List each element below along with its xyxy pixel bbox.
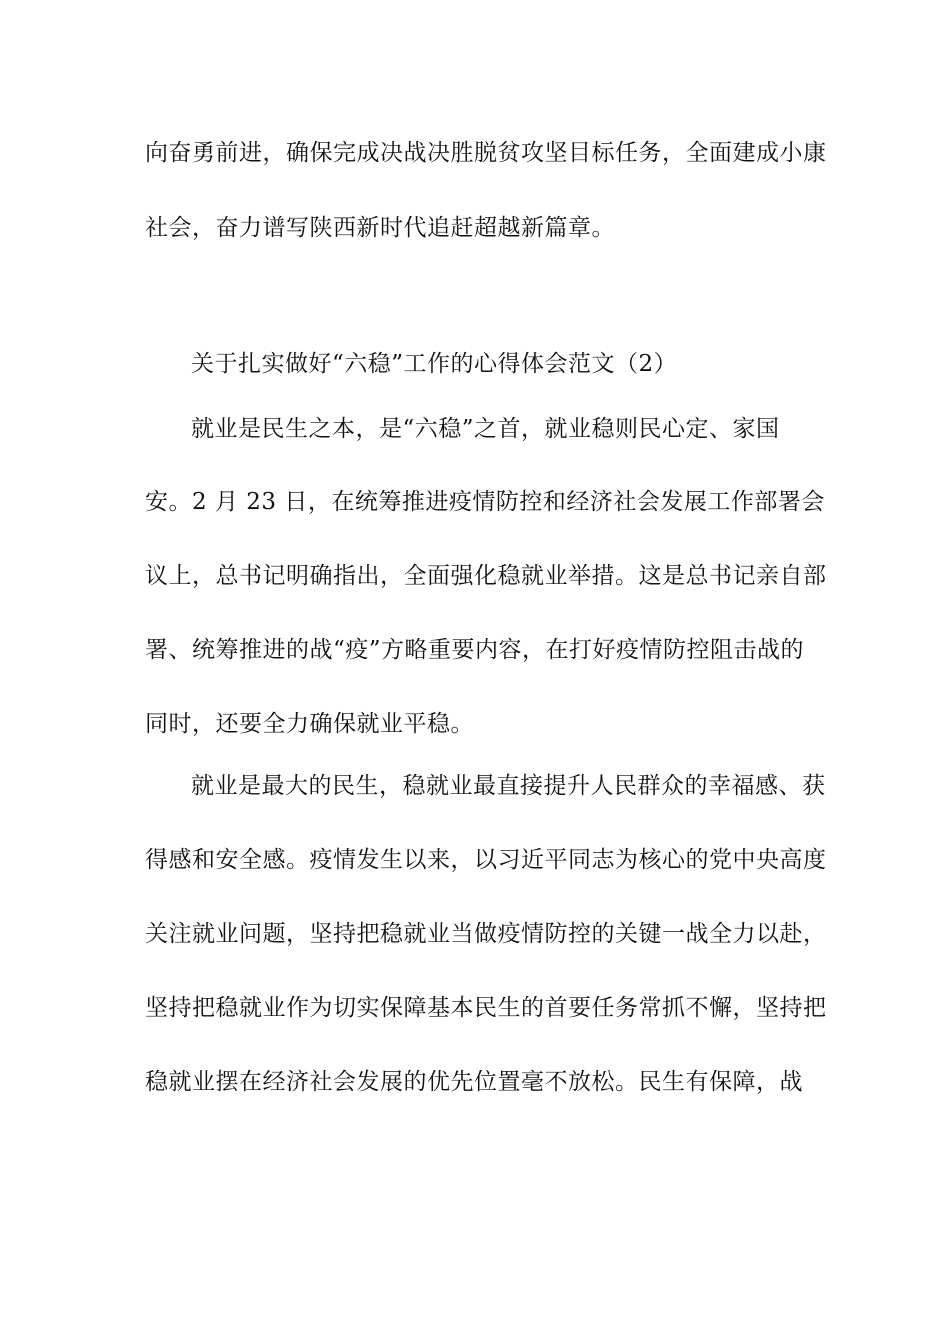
paragraph-line: 议上，总书记明确指出，全面强化稳就业举措。这是总书记亲自部 (145, 563, 827, 589)
paragraph-line: 同时，还要全力确保就业平稳。 (145, 711, 474, 737)
paragraph-line: 就业是最大的民生，稳就业最直接提升人民群众的幸福感、获 (191, 773, 826, 799)
paragraph-line: 稳就业摆在经济社会发展的优先位置毫不放松。民生有保障，战 (145, 1069, 803, 1095)
paragraph-line: 就业是民生之本，是“六稳”之首，就业稳则民心定、家国 (191, 416, 780, 442)
paragraph-line: 得感和安全感。疫情发生以来，以习近平同志为核心的党中央高度 (145, 847, 827, 873)
paragraph-line: 安。2 月 23 日，在统筹推进疫情防控和经济社会发展工作部署会 (145, 489, 825, 515)
paragraph-line: 社会，奋力谱写陕西新时代追赶超越新篇章。 (145, 215, 615, 241)
paragraph-line: 坚持把稳就业作为切实保障基本民生的首要任务常抓不懈，坚持把 (145, 995, 827, 1021)
paragraph-line: 署、统筹推进的战“疫”方略重要内容，在打好疫情防控阻击战的 (145, 637, 805, 663)
section-title: 关于扎实做好“六稳”工作的心得体会范文（2） (191, 351, 678, 377)
paragraph-line: 向奋勇前进，确保完成决战决胜脱贫攻坚目标任务，全面建成小康 (145, 140, 827, 166)
paragraph-line: 关注就业问题，坚持把稳就业当做疫情防控的关键一战全力以赴， (145, 921, 827, 947)
